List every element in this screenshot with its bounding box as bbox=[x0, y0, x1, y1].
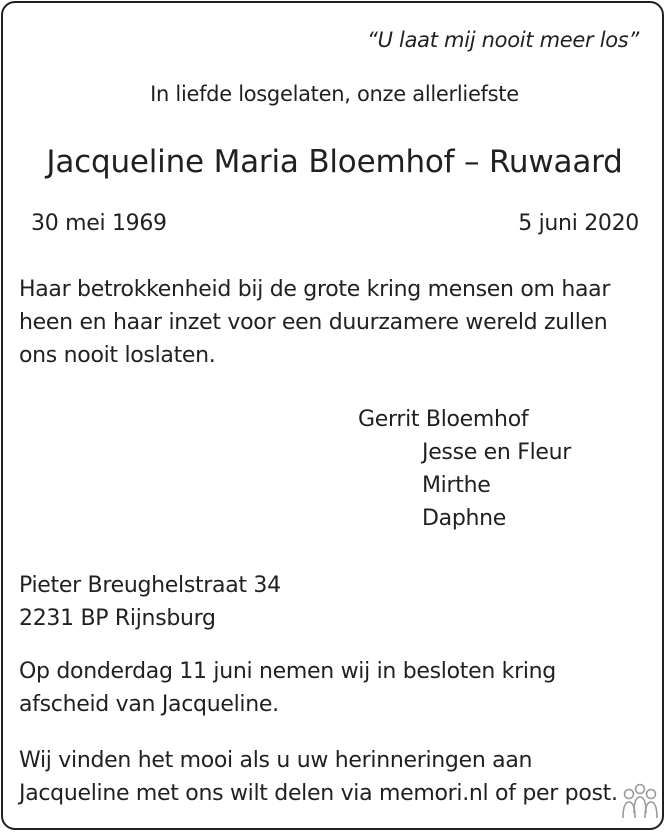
family-member: Daphne bbox=[422, 506, 507, 531]
tribute-paragraph bbox=[19, 273, 610, 372]
memori-people-icon bbox=[618, 782, 662, 822]
date-of-birth: 30 mei 1969 bbox=[31, 211, 167, 236]
paragraph-line: Jacqueline met ons wilt delen via memori.nl of per post. bbox=[19, 781, 618, 806]
paragraph-line: heen en haar inzet voor een duurzamere wereld zullen bbox=[19, 310, 608, 335]
quote: “U laat mij nooit meer los” bbox=[367, 28, 639, 52]
date-of-death: 5 juni 2020 bbox=[518, 211, 639, 236]
farewell-paragraph bbox=[19, 655, 556, 721]
paragraph-line: Op donderdag 11 juni nemen wij in besloten kring bbox=[19, 659, 556, 684]
memories-paragraph bbox=[19, 744, 618, 810]
family-member: Gerrit Bloemhof bbox=[358, 407, 529, 432]
deceased-name: Jacqueline Maria Bloemhof – Ruwaard bbox=[46, 144, 623, 180]
paragraph-line: Wij vinden het mooi als u uw herinneringen aan bbox=[19, 748, 533, 773]
address-street: Pieter Breughelstraat 34 bbox=[19, 573, 281, 598]
paragraph-line: Haar betrokkenheid bij de grote kring mensen om haar bbox=[19, 277, 611, 302]
intro-line: In liefde losgelaten, onze allerliefste bbox=[150, 82, 519, 106]
paragraph-line: afscheid van Jacqueline. bbox=[19, 692, 279, 717]
paragraph-line: ons nooit loslaten. bbox=[19, 343, 216, 368]
address-city: 2231 BP Rijnsburg bbox=[19, 606, 216, 631]
family-member: Mirthe bbox=[422, 473, 491, 498]
family-member: Jesse en Fleur bbox=[422, 440, 572, 465]
address-block bbox=[19, 569, 281, 635]
